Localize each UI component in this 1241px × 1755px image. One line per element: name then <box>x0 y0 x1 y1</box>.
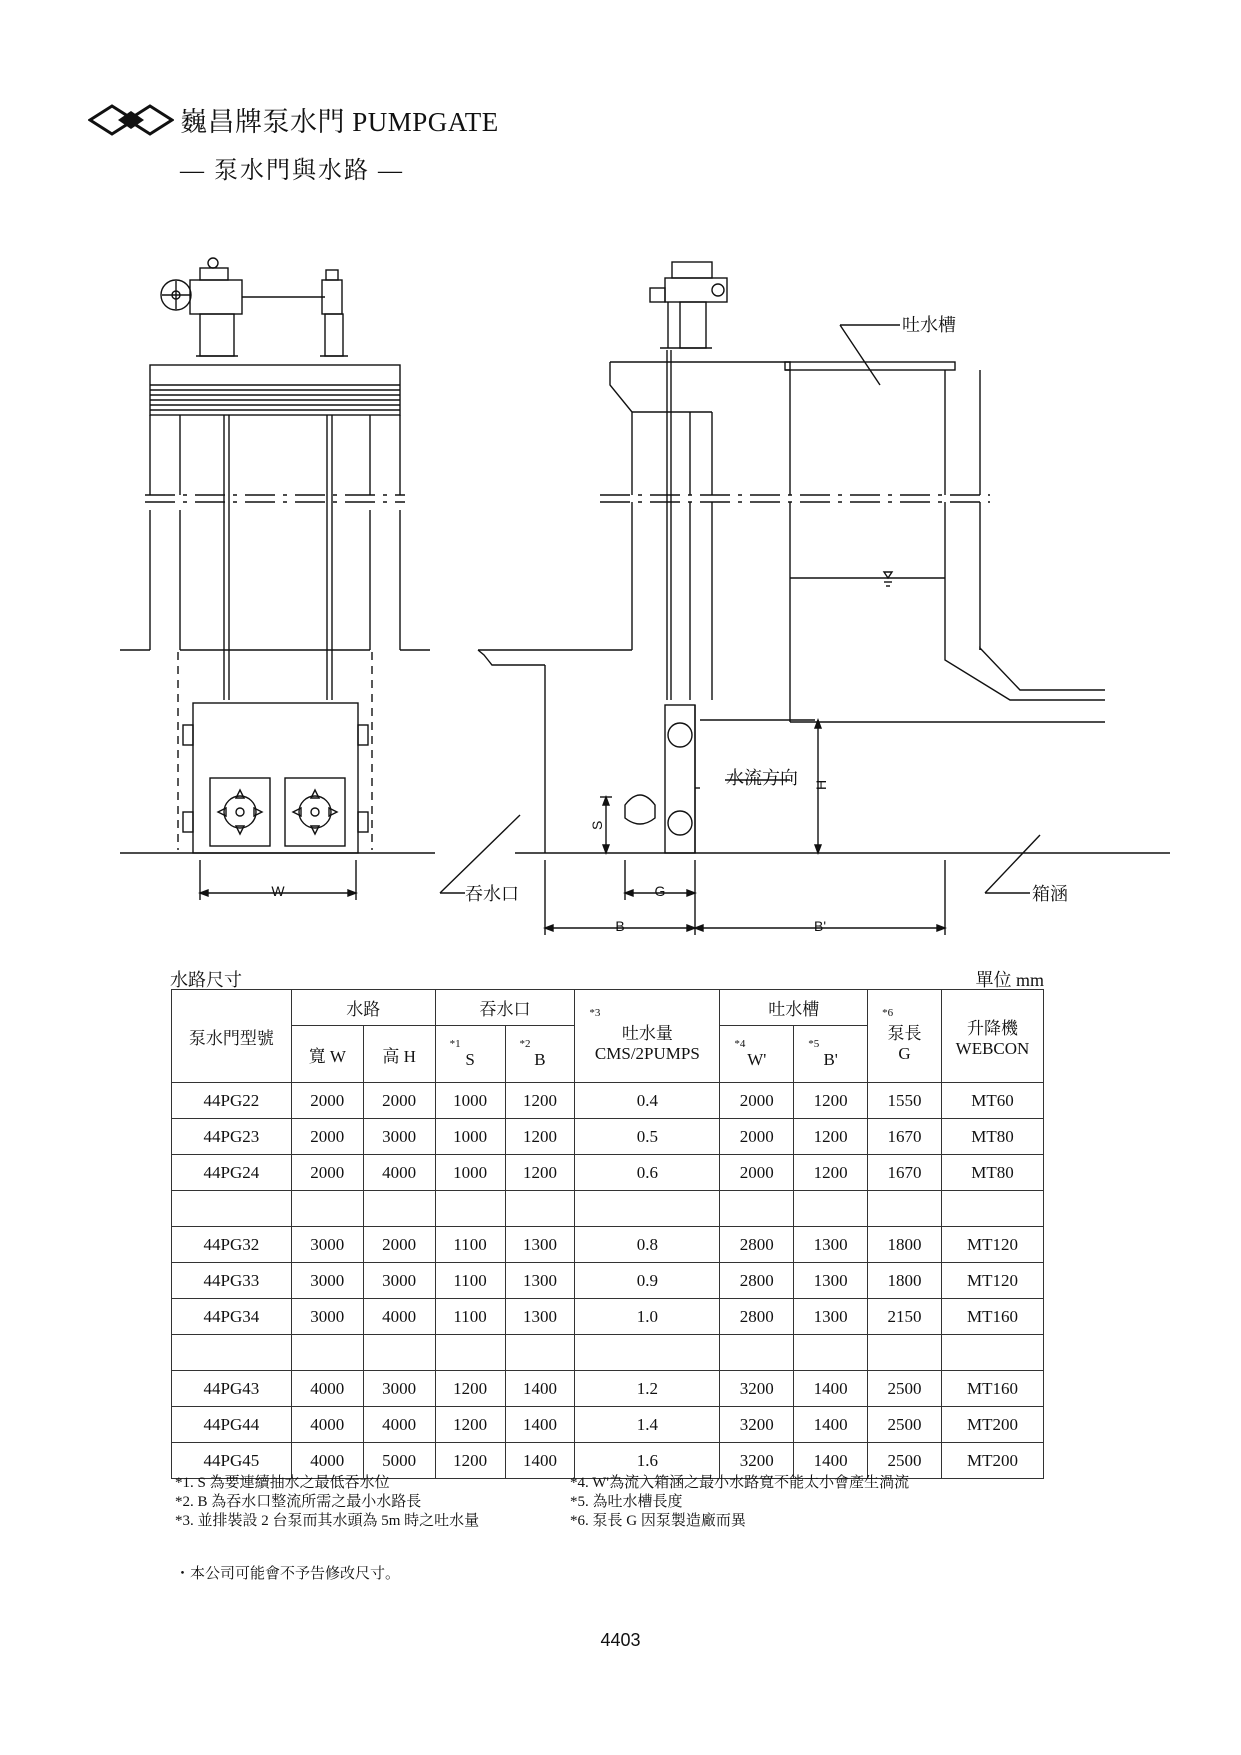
table-cell: MT160 <box>941 1371 1043 1407</box>
page-number: 4403 <box>600 1630 641 1650</box>
table-cell: 1300 <box>505 1299 575 1335</box>
pump-g-label: G <box>898 1044 911 1063</box>
footnote-5: *5. 為吐水槽長度 <box>570 1494 683 1510</box>
footnotes-left <box>175 1474 479 1531</box>
table-cell: 1400 <box>794 1371 868 1407</box>
table-cell: 4000 <box>291 1443 363 1479</box>
table-cell <box>868 1335 942 1371</box>
table-cell <box>505 1191 575 1227</box>
table-cell: 3000 <box>291 1299 363 1335</box>
table-cell: 1550 <box>868 1083 942 1119</box>
table-cell: 44PG24 <box>172 1155 292 1191</box>
outlet-tank-label: 吐水槽 <box>902 315 956 336</box>
header-width: 寬 W <box>291 1026 363 1083</box>
table-unit: 單位 mm <box>975 970 1044 990</box>
table-spacer-row <box>172 1335 1044 1371</box>
dim-s-label: S <box>589 820 605 830</box>
inlet-s-label: S <box>465 1049 475 1069</box>
table-cell <box>794 1191 868 1227</box>
table-cell: 1400 <box>794 1443 868 1479</box>
table-cell <box>941 1335 1043 1371</box>
table-cell: 2000 <box>291 1083 363 1119</box>
table-cell: MT200 <box>941 1407 1043 1443</box>
header-inlet-s <box>435 1026 505 1083</box>
table-cell: 1200 <box>435 1443 505 1479</box>
table-cell: 5000 <box>363 1443 435 1479</box>
outlet-b-mark: *5 <box>808 1037 820 1050</box>
table-cell: 1200 <box>505 1155 575 1191</box>
table-cell: 1.6 <box>575 1443 720 1479</box>
header-waterway: 水路 <box>291 990 435 1026</box>
outlet-b-label: B' <box>823 1049 838 1069</box>
inlet-label: 吞水口 <box>465 884 519 905</box>
table-cell <box>720 1335 794 1371</box>
pump-mark: *6 <box>882 1007 894 1019</box>
table-row <box>172 1083 1044 1119</box>
footnote-2: *2. B 為吞水口整流所需之最小水路長 <box>175 1494 422 1510</box>
table-cell: MT80 <box>941 1119 1043 1155</box>
table-cell: 1400 <box>505 1407 575 1443</box>
table-cell: 4000 <box>363 1155 435 1191</box>
table-cell: 2800 <box>720 1263 794 1299</box>
table-cell <box>435 1191 505 1227</box>
table-cell: 1.0 <box>575 1299 720 1335</box>
header-discharge <box>575 990 720 1083</box>
table-cell: 0.5 <box>575 1119 720 1155</box>
table-cell <box>291 1335 363 1371</box>
table-row <box>172 1407 1044 1443</box>
table-cell: 2150 <box>868 1299 942 1335</box>
table-row <box>172 1227 1044 1263</box>
table-cell: MT60 <box>941 1083 1043 1119</box>
table-cell: 2000 <box>291 1155 363 1191</box>
table-caption: 水路尺寸 <box>170 970 242 990</box>
table-cell <box>363 1335 435 1371</box>
table-cell: 1100 <box>435 1227 505 1263</box>
footnote-3: *3. 並排裝設 2 台泵而其水頭為 5m 時之吐水量 <box>175 1513 480 1529</box>
table-cell: 3200 <box>720 1407 794 1443</box>
inlet-s-mark: *1 <box>449 1037 461 1050</box>
table-cell: 44PG32 <box>172 1227 292 1263</box>
table-cell: 0.4 <box>575 1083 720 1119</box>
table-row <box>172 1263 1044 1299</box>
spec-table <box>171 989 1044 1479</box>
table-cell: 2000 <box>720 1083 794 1119</box>
table-cell: 4000 <box>363 1299 435 1335</box>
outlet-w-mark: *4 <box>734 1037 746 1050</box>
table-cell: 3000 <box>291 1263 363 1299</box>
table-cell <box>172 1335 292 1371</box>
table-row <box>172 1155 1044 1191</box>
table-cell: 44PG22 <box>172 1083 292 1119</box>
dim-g-label: G <box>654 883 666 899</box>
table-cell <box>794 1335 868 1371</box>
header-outlet-w <box>720 1026 794 1083</box>
table-cell: 3000 <box>363 1119 435 1155</box>
table-cell: MT120 <box>941 1227 1043 1263</box>
inlet-b-mark: *2 <box>519 1037 531 1050</box>
discharge-label: 吐水量 <box>621 1024 673 1043</box>
pump-length-label: 泵長 <box>887 1024 922 1043</box>
table-cell <box>575 1335 720 1371</box>
outlet-w-label: W' <box>747 1049 767 1069</box>
table-cell: 0.8 <box>575 1227 720 1263</box>
table-cell: 44PG23 <box>172 1119 292 1155</box>
table-cell <box>172 1191 292 1227</box>
table-cell: 1800 <box>868 1263 942 1299</box>
dim-b-label: B <box>615 918 625 934</box>
table-cell: 2800 <box>720 1299 794 1335</box>
table-cell: 2000 <box>720 1155 794 1191</box>
table-cell: 2800 <box>720 1227 794 1263</box>
table-cell: 3000 <box>363 1263 435 1299</box>
table-spacer-row <box>172 1191 1044 1227</box>
table-cell: 1400 <box>505 1371 575 1407</box>
table-cell: 1200 <box>435 1371 505 1407</box>
front-view <box>120 258 435 900</box>
table-cell: 3200 <box>720 1443 794 1479</box>
table-cell: 0.6 <box>575 1155 720 1191</box>
table-cell: 1100 <box>435 1263 505 1299</box>
table-cell: 1300 <box>794 1263 868 1299</box>
table-cell: 44PG44 <box>172 1407 292 1443</box>
table-cell: 1000 <box>435 1155 505 1191</box>
table-cell: 1200 <box>505 1083 575 1119</box>
table-cell: 3200 <box>720 1371 794 1407</box>
table-cell: 1670 <box>868 1155 942 1191</box>
table-cell <box>435 1335 505 1371</box>
header-inlet: 吞水口 <box>435 990 575 1026</box>
dim-h-label: H <box>813 779 829 790</box>
footnote-6: *6. 泵長 G 因泵製造廠而異 <box>570 1513 746 1529</box>
table-row <box>172 1299 1044 1335</box>
flow-direction-label: 水流方向 <box>726 768 798 789</box>
table-cell: MT120 <box>941 1263 1043 1299</box>
table-cell: 1100 <box>435 1299 505 1335</box>
table-cell: 1.2 <box>575 1371 720 1407</box>
side-view <box>440 262 1170 935</box>
table-cell: 0.9 <box>575 1263 720 1299</box>
table-cell: 2500 <box>868 1371 942 1407</box>
table-cell: MT160 <box>941 1299 1043 1335</box>
inlet-b-label: B <box>534 1049 546 1069</box>
table-cell: 1200 <box>794 1155 868 1191</box>
table-row <box>172 1119 1044 1155</box>
table-cell: 44PG43 <box>172 1371 292 1407</box>
table-cell: 1300 <box>505 1227 575 1263</box>
header-hoist <box>941 990 1043 1083</box>
table-cell: 44PG34 <box>172 1299 292 1335</box>
table-cell: 2500 <box>868 1407 942 1443</box>
table-cell: 1000 <box>435 1083 505 1119</box>
table-cell <box>505 1335 575 1371</box>
header-model: 泵水門型號 <box>172 990 292 1083</box>
table-cell: MT200 <box>941 1443 1043 1479</box>
header-outlet: 吐水槽 <box>720 990 868 1026</box>
table-cell: 1200 <box>794 1119 868 1155</box>
table-cell: 1300 <box>505 1263 575 1299</box>
table-cell <box>941 1191 1043 1227</box>
dim-w-label: W <box>271 883 285 899</box>
dim-b-prime-label: B' <box>813 918 827 934</box>
table-cell: MT80 <box>941 1155 1043 1191</box>
header-pump-length <box>868 990 942 1083</box>
table-cell: 1670 <box>868 1119 942 1155</box>
table-cell <box>720 1191 794 1227</box>
spec-table-body <box>172 1083 1044 1479</box>
discharge-unit: CMS/2PUMPS <box>594 1044 700 1063</box>
table-cell: 44PG33 <box>172 1263 292 1299</box>
table-cell: 3000 <box>363 1371 435 1407</box>
table-cell <box>291 1191 363 1227</box>
table-cell: 2500 <box>868 1443 942 1479</box>
table-cell: 1300 <box>794 1227 868 1263</box>
table-cell: 1200 <box>435 1407 505 1443</box>
hoist-brand: WEBCON <box>955 1038 1030 1058</box>
table-cell: 2000 <box>363 1083 435 1119</box>
table-cell: 1200 <box>505 1119 575 1155</box>
header-outlet-b <box>794 1026 868 1083</box>
footnote-1: *1. S 為要連續抽水之最低吞水位 <box>175 1475 390 1491</box>
table-cell: 1800 <box>868 1227 942 1263</box>
table-cell: 44PG45 <box>172 1443 292 1479</box>
table-cell: 4000 <box>291 1371 363 1407</box>
table-cell <box>363 1191 435 1227</box>
header-height: 高 H <box>363 1026 435 1083</box>
table-row <box>172 1371 1044 1407</box>
header-inlet-b <box>505 1026 575 1083</box>
table-cell: 2000 <box>720 1119 794 1155</box>
page-subtitle: — 泵水門與水路 — <box>180 158 404 184</box>
hoist-label: 升降機 <box>966 1018 1018 1038</box>
table-cell <box>868 1191 942 1227</box>
table-cell: 4000 <box>363 1407 435 1443</box>
table-cell: 4000 <box>291 1407 363 1443</box>
box-culvert-label: 箱涵 <box>1032 884 1068 905</box>
table-cell: 2000 <box>363 1227 435 1263</box>
table-cell: 1400 <box>794 1407 868 1443</box>
table-cell: 2000 <box>291 1119 363 1155</box>
table-cell: 1.4 <box>575 1407 720 1443</box>
table-cell <box>575 1191 720 1227</box>
table-cell: 1000 <box>435 1119 505 1155</box>
table-cell: 3000 <box>291 1227 363 1263</box>
table-cell: 1400 <box>505 1443 575 1479</box>
page-title: 巍昌牌泵水門 PUMPGATE <box>180 107 499 137</box>
footnotes-right <box>570 1474 909 1531</box>
table-cell: 1200 <box>794 1083 868 1119</box>
footnote-4: *4. W'為流入箱涵之最小水路寬不能太小會產生渦流 <box>570 1475 910 1491</box>
discharge-mark: *3 <box>589 1007 601 1019</box>
table-cell: 1300 <box>794 1299 868 1335</box>
disclaimer: ・本公司可能會不予告修改尺寸。 <box>175 1566 401 1582</box>
